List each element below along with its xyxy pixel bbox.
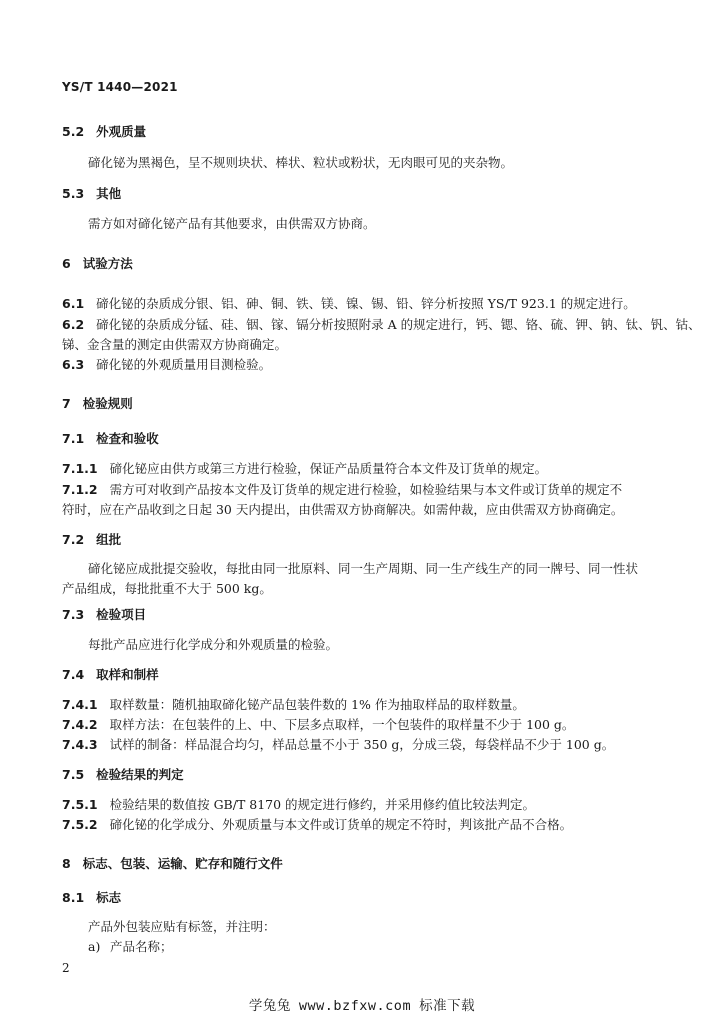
page-number: 2 bbox=[62, 961, 70, 975]
list-label: a) bbox=[88, 939, 101, 954]
clause-6-1 bbox=[62, 296, 636, 312]
section-title: 检验结果的判定 bbox=[96, 767, 184, 782]
clause-7-5-2 bbox=[62, 817, 572, 833]
section-heading-7-4 bbox=[62, 667, 159, 683]
site-watermark bbox=[0, 994, 724, 1014]
site-tag: 标准下载 bbox=[419, 998, 476, 1014]
clause-7-5-1 bbox=[62, 797, 535, 813]
section-title: 标志、包装、运输、贮存和随行文件 bbox=[82, 856, 283, 871]
section-heading-6 bbox=[62, 256, 133, 272]
section-heading-7 bbox=[62, 396, 133, 412]
clause-number: 6.1 bbox=[62, 296, 85, 311]
section-title: 标志 bbox=[96, 890, 122, 905]
paragraph: 需方如对碲化铋产品有其他要求，由供需双方协商。 bbox=[88, 216, 376, 231]
clause-text: 碲化铋的外观质量用目测检验。 bbox=[96, 357, 272, 372]
section-heading-5-3 bbox=[62, 186, 121, 202]
section-number: 7.2 bbox=[62, 532, 85, 547]
section-heading-7-5 bbox=[62, 767, 184, 783]
paragraph: 产品外包装应贴有标签，并注明： bbox=[88, 919, 276, 934]
section-heading-7-3 bbox=[62, 607, 146, 623]
paragraph: 每批产品应进行化学成分和外观质量的检验。 bbox=[88, 637, 339, 652]
clause-6-2 bbox=[62, 317, 701, 333]
section-title: 取样和制样 bbox=[96, 667, 159, 682]
paragraph: 碲化铋应成批提交验收，每批由同一批原料、同一生产周期、同一生产线生产的同一牌号、同一性状 bbox=[88, 561, 639, 576]
clause-number: 7.4.3 bbox=[62, 737, 98, 752]
clause-7-4-1 bbox=[62, 697, 525, 713]
clause-number: 6.2 bbox=[62, 317, 85, 332]
section-title: 检验项目 bbox=[96, 607, 147, 622]
site-url[interactable]: www.bzfxw.com bbox=[298, 998, 412, 1014]
section-heading-7-2 bbox=[62, 532, 121, 548]
clause-text: 需方可对收到产品按本文件及订货单的规定进行检验，如检验结果与本文件或订货单的规定不 bbox=[109, 482, 623, 497]
clause-7-4-2 bbox=[62, 717, 574, 733]
section-title: 检验规则 bbox=[82, 396, 133, 411]
list-item bbox=[88, 939, 173, 955]
clause-text: 碲化铋的杂质成分银、铝、砷、铜、铁、镁、镍、锡、铅、锌分析按照 YS/T 923.1 的规定进行。 bbox=[96, 296, 636, 311]
clause-text: 碲化铋的杂质成分锰、硅、铟、镓、镉分析按照附录 A 的规定进行，钙、锶、铬、硫、钾、钠、钛、钒、钴、 bbox=[96, 317, 701, 332]
section-title: 其他 bbox=[96, 186, 122, 201]
paragraph: 碲化铋为黑褐色，呈不规则块状、棒状、粒状或粉状，无肉眼可见的夹杂物。 bbox=[88, 155, 514, 170]
section-number: 8 bbox=[62, 856, 71, 871]
clause-7-1-1 bbox=[62, 461, 547, 477]
clause-number: 7.1.1 bbox=[62, 461, 98, 476]
clause-number: 7.4.2 bbox=[62, 717, 98, 732]
clause-text: 检验结果的数值按 GB/T 8170 的规定进行修约，并采用修约值比较法判定。 bbox=[109, 797, 536, 812]
section-number: 7.3 bbox=[62, 607, 85, 622]
section-number: 6 bbox=[62, 256, 71, 271]
clause-7-1-2-continued: 符时，应在产品收到之日起 30 天内提出，由供需双方协商解决。如需仲裁，应由供需双方协商确定。 bbox=[62, 502, 624, 517]
section-number: 7.4 bbox=[62, 667, 85, 682]
site-name: 学兔兔 bbox=[248, 998, 291, 1014]
list-text: 产品名称； bbox=[110, 939, 173, 954]
clause-text: 取样方法：在包装件的上、中、下层多点取样，一个包装件的取样量不少于 100 g。 bbox=[109, 717, 575, 732]
clause-text: 碲化铋的化学成分、外观质量与本文件或订货单的规定不符时，判该批产品不合格。 bbox=[109, 817, 573, 832]
clause-number: 7.5.2 bbox=[62, 817, 98, 832]
clause-number: 7.4.1 bbox=[62, 697, 98, 712]
clause-number: 7.1.2 bbox=[62, 482, 98, 497]
clause-text: 碲化铋应由供方或第三方进行检验，保证产品质量符合本文件及订货单的规定。 bbox=[109, 461, 548, 476]
section-number: 7 bbox=[62, 396, 71, 411]
section-number: 7.1 bbox=[62, 431, 85, 446]
clause-text: 取样数量：随机抽取碲化铋产品包装件数的 1% 作为抽取样品的取样数量。 bbox=[109, 697, 525, 712]
section-heading-8 bbox=[62, 856, 283, 872]
section-number: 8.1 bbox=[62, 890, 85, 905]
section-number: 5.3 bbox=[62, 186, 85, 201]
clause-text: 试样的制备：样品混合均匀，样品总量不小于 350 g，分成三袋，每袋样品不少于 100 g。 bbox=[109, 737, 615, 752]
section-heading-5-2 bbox=[62, 124, 146, 140]
clause-6-3 bbox=[62, 357, 271, 373]
clause-number: 6.3 bbox=[62, 357, 85, 372]
section-number: 5.2 bbox=[62, 124, 85, 139]
clause-7-1-2 bbox=[62, 482, 622, 498]
section-heading-8-1 bbox=[62, 890, 121, 906]
section-heading-7-1 bbox=[62, 431, 159, 447]
section-number: 7.5 bbox=[62, 767, 85, 782]
section-title: 试验方法 bbox=[82, 256, 133, 271]
section-title: 组批 bbox=[96, 532, 122, 547]
paragraph-continued: 产品组成，每批批重不大于 500 kg。 bbox=[62, 581, 272, 596]
clause-number: 7.5.1 bbox=[62, 797, 98, 812]
standard-number: YS/T 1440—2021 bbox=[62, 80, 178, 94]
section-title: 检查和验收 bbox=[96, 431, 159, 446]
section-title: 外观质量 bbox=[96, 124, 147, 139]
clause-7-4-3 bbox=[62, 737, 614, 753]
clause-6-2-continued: 锑、金含量的测定由供需双方协商确定。 bbox=[62, 337, 288, 352]
